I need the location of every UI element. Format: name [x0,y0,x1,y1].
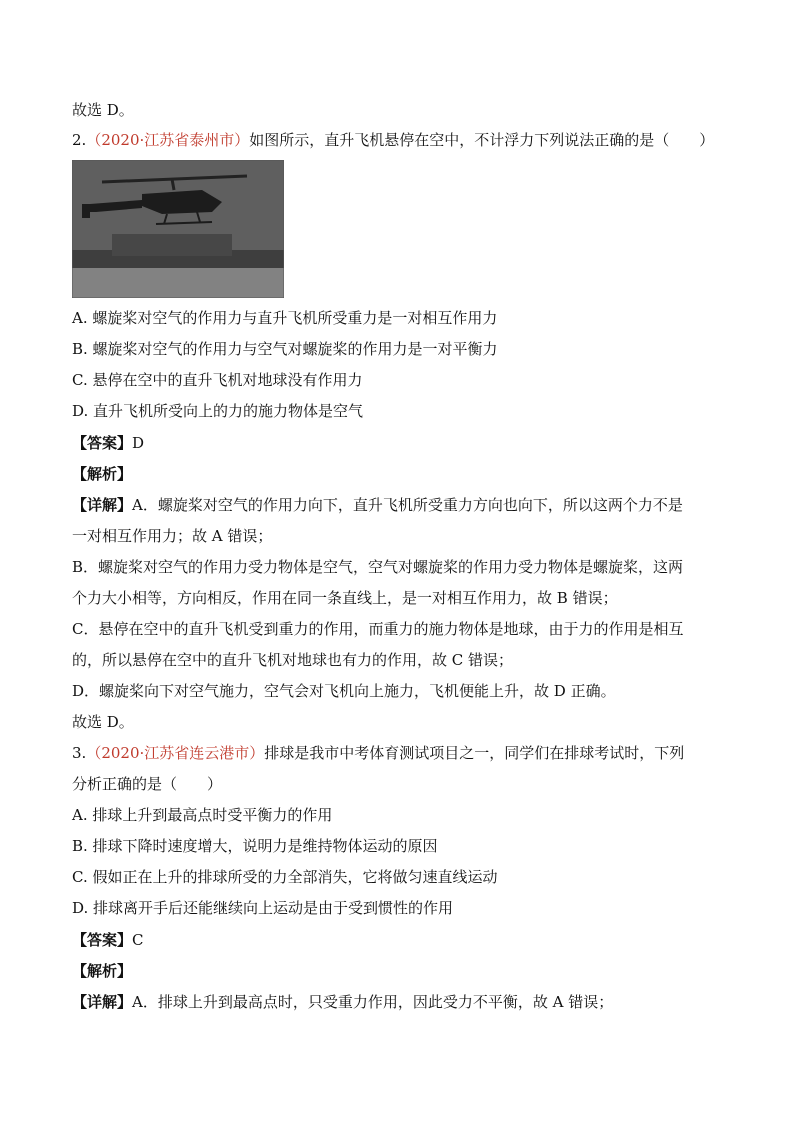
question-2-option-a: A. 螺旋桨对空气的作用力与直升飞机所受重力是一对相互作用力 [72,309,498,327]
question-2-detail-b-cont: 个力大小相等，方向相反，作用在同一条直线上，是一对相互作用力，故 B 错误； [72,589,618,607]
question-3-detail-a: 【详解】A．排球上升到最高点时，只受重力作用，因此受力不平衡，故 A 错误； [72,993,614,1011]
question-3-source: （2020·江苏省连云港市） [86,744,265,762]
question-2-stem: 2.（2020·江苏省泰州市）如图所示，直升飞机悬停在空中，不计浮力下列说法正确的是（ ） [72,131,715,149]
question-3-stem: 3.（2020·江苏省连云港市）排球是我市中考体育测试项目之一，同学们在排球考试时，下列 [72,744,685,762]
question-2-answer: 【答案】D [72,434,145,452]
question-3-option-c: C. 假如正在上升的排球所受的力全部消失，它将做匀速直线运动 [72,868,498,886]
question-2-detail-a: 【详解】A．螺旋桨对空气的作用力向下，直升飞机所受重力方向也向下，所以这两个力不是 [72,496,683,514]
helicopter-icon [72,160,284,298]
question-3-option-a: A. 排球上升到最高点时受平衡力的作用 [72,806,333,824]
conclusion-line: 故选 D。 [72,101,134,119]
question-3-answer: 【答案】C [72,931,144,949]
question-2-option-d: D. 直升飞机所受向上的力的施力物体是空气 [72,402,364,420]
question-3-stem-cont: 分析正确的是（ ） [72,775,223,793]
question-3-option-b: B. 排球下降时速度增大，说明力是维持物体运动的原因 [72,837,438,855]
question-2-detail-b: B．螺旋桨对空气的作用力受力物体是空气，空气对螺旋桨的作用力受力物体是螺旋桨，这两 [72,558,684,576]
question-2-detail-a-cont: 一对相互作用力；故 A 错误； [72,527,273,545]
question-2-conclusion: 故选 D。 [72,713,134,731]
question-2-option-b: B. 螺旋桨对空气的作用力与空气对螺旋桨的作用力是一对平衡力 [72,340,498,358]
question-2-source: （2020·江苏省泰州市） [86,131,250,149]
question-2-detail-c: C．悬停在空中的直升飞机受到重力的作用，而重力的施力物体是地球，由于力的作用是相互 [72,620,684,638]
question-2-option-c: C. 悬停在空中的直升飞机对地球没有作用力 [72,371,363,389]
question-2-detail-d: D．螺旋桨向下对空气施力，空气会对飞机向上施力，飞机便能上升，故 D 正确。 [72,682,616,700]
helicopter-photo [72,160,284,298]
question-2-detail-c-cont: 的，所以悬停在空中的直升飞机对地球也有力的作用，故 C 错误； [72,651,514,669]
question-3-option-d: D. 排球离开手后还能继续向上运动是由于受到惯性的作用 [72,899,454,917]
question-2-analysis-label: 【解析】 [72,465,133,483]
question-3-analysis-label: 【解析】 [72,962,133,980]
